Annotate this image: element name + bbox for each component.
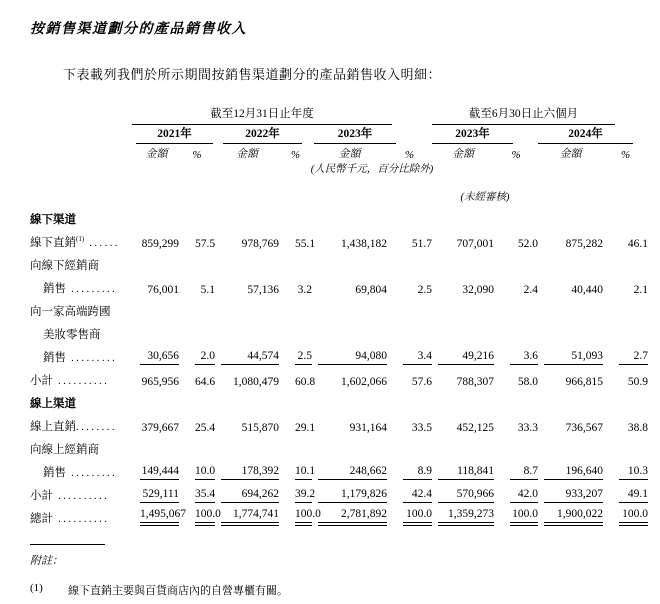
amount-cell [215, 342, 279, 365]
amount-cell [432, 457, 494, 480]
amount-value: 736,567 [565, 422, 604, 434]
amount-cell [312, 365, 387, 388]
empty-cells [134, 434, 648, 457]
percent-cell [603, 411, 648, 434]
row-label-text: 銷售 [43, 283, 66, 295]
percent-value: 100.0 [619, 508, 648, 526]
year-2021-header [134, 125, 215, 144]
amount-value: 788,307 [456, 376, 495, 388]
amount-value: 76,001 [147, 284, 179, 296]
percent-value: 58.0 [517, 376, 539, 388]
unaudited-note: (未經審核) [460, 192, 510, 203]
percent-header: % [511, 149, 521, 161]
amount-value: 859,299 [141, 238, 179, 250]
amount-cell [312, 411, 387, 434]
percent-value: 100.0 [295, 508, 312, 526]
amount-value: 707,001 [456, 238, 495, 250]
period-group-annual-label: 截至12月31日止年度 [132, 105, 392, 125]
percent-cell [279, 227, 316, 250]
amount-value: 32,090 [462, 284, 495, 296]
amount-value: 49,216 [438, 350, 494, 365]
percent-value: 64.6 [195, 376, 216, 388]
percent-value: 100.0 [195, 508, 215, 526]
amount-cell [538, 227, 603, 250]
percent-cell [279, 480, 316, 503]
row-label-text: 向線下經銷商 [30, 260, 99, 272]
amount-value: 1,495,067 [140, 508, 179, 526]
amount-cell [432, 411, 494, 434]
amount-value: 1,080,479 [233, 376, 279, 388]
percent-cell [279, 411, 316, 434]
percent-value: 33.5 [411, 422, 433, 434]
amount-cell [215, 273, 279, 296]
amount-cell [215, 365, 279, 388]
dot-leader: ......... [66, 353, 118, 364]
percent-cell [387, 503, 432, 526]
data-row [30, 411, 648, 434]
amount-value: 2,781,892 [318, 508, 387, 526]
percent-cell [179, 342, 215, 365]
percent-cell [603, 227, 648, 250]
label-continuation-row [30, 250, 648, 273]
amount-cell [538, 503, 603, 526]
percent-value: 10.0 [195, 465, 215, 480]
dot-leader: ......... [66, 284, 118, 295]
spacer-cell [30, 161, 134, 176]
amount-cell [538, 342, 603, 365]
percent-value: 60.8 [295, 376, 316, 388]
percent-cell [179, 411, 215, 434]
percent-value: 2.0 [195, 350, 215, 365]
amount-cell [432, 480, 494, 503]
spacer-cell [538, 176, 648, 204]
dot-leader: .......... [53, 514, 110, 525]
row-label-text: 線下渠道 [30, 214, 76, 226]
percent-value: 3.4 [403, 350, 432, 365]
spacer-cell [30, 125, 134, 144]
footnote-marker: (1) [30, 582, 43, 594]
percent-cell [387, 342, 432, 365]
amount-cell [215, 411, 279, 434]
amount-cell [215, 457, 279, 480]
interim-2024-label: 2024年 [538, 125, 633, 144]
amount-cell [432, 503, 494, 526]
spacer-cell [134, 176, 432, 204]
amount-header: 金額 [236, 148, 258, 160]
measure-row [30, 144, 648, 161]
footnote-item [30, 582, 660, 598]
amount-cell [538, 411, 603, 434]
percent-cell [494, 227, 538, 250]
year-2022-label: 2022年 [223, 125, 302, 144]
percent-value: 38.8 [627, 422, 649, 434]
label-continuation-row [30, 434, 648, 457]
amount-value: 149,444 [140, 465, 179, 480]
percent-value: 52.0 [517, 238, 539, 250]
percent-value: 51.7 [411, 238, 433, 250]
percent-value: 3.2 [297, 284, 312, 296]
amount-cell [134, 365, 179, 388]
revenue-by-channel-table [30, 103, 648, 526]
section-row [30, 204, 648, 227]
row-label [30, 388, 134, 411]
period-group-interim [432, 103, 648, 125]
unaudited-note-row [30, 176, 648, 204]
row-label [30, 319, 134, 342]
amount-value: 1,774,741 [221, 508, 279, 526]
label-continuation-row [30, 319, 648, 342]
footnotes-heading: 附註： [30, 555, 63, 567]
amount-value: 875,282 [565, 238, 604, 250]
percent-header: % [192, 149, 202, 161]
amount-header: 金額 [559, 148, 582, 160]
percent-cell [494, 457, 538, 480]
amount-cell [312, 480, 387, 503]
row-label [30, 480, 134, 503]
year-row [30, 125, 648, 144]
footnote-text: 線下直銷主要與百貨商店內的自營專櫃有關。 [68, 585, 288, 597]
spacer-cell [30, 144, 134, 161]
row-label [30, 457, 134, 480]
empty-cells [134, 319, 648, 342]
unaudited-note-cell [432, 176, 538, 204]
percent-value: 25.4 [195, 422, 216, 434]
percent-cell [603, 457, 648, 480]
percent-value: 35.4 [195, 488, 215, 503]
amount-value: 379,667 [141, 422, 179, 434]
amount-cell [312, 457, 387, 480]
percent-value: 29.1 [295, 422, 316, 434]
amount-value: 1,359,273 [438, 508, 494, 526]
row-label [30, 250, 134, 273]
percent-header: % [404, 149, 415, 161]
amount-value: 966,815 [565, 376, 604, 388]
percent-cell [494, 342, 538, 365]
amount-header: 金額 [452, 148, 475, 160]
row-label-text: 美妝零售商 [43, 329, 101, 341]
amount-value: 1,602,066 [341, 376, 387, 388]
amount-value: 529,111 [140, 488, 179, 503]
empty-cells [134, 296, 648, 319]
percent-value: 100.0 [403, 508, 432, 526]
percent-value: 2.7 [619, 350, 648, 365]
percent-cell [603, 342, 648, 365]
amount-value: 196,640 [544, 465, 603, 480]
percent-value: 2.4 [523, 284, 539, 296]
data-row [30, 273, 648, 296]
dot-leader: .......... [53, 491, 110, 502]
amount-cell [215, 480, 279, 503]
amount-value: 57,136 [247, 284, 279, 296]
percent-cell [279, 273, 312, 296]
amount-value: 40,440 [571, 284, 604, 296]
percent-cell [179, 457, 215, 480]
row-label-text: 銷售 [43, 352, 66, 364]
amount-value: 965,956 [141, 376, 179, 388]
table-header [30, 103, 648, 204]
amount-value: 1,438,182 [341, 238, 387, 250]
row-label [30, 273, 134, 296]
row-label-text: 線上渠道 [30, 398, 76, 410]
amount-value: 694,262 [221, 488, 279, 503]
year-2021-label: 2021年 [136, 125, 213, 144]
row-label-text: 線下直銷 [30, 237, 76, 249]
period-group-annual [134, 103, 432, 125]
row-label-text: 向一家高端跨國 [30, 306, 111, 318]
row-label-text: 向線上經銷商 [30, 444, 99, 456]
spacer-cell [30, 176, 134, 204]
empty-cells [134, 388, 648, 411]
dot-leader: ......... [66, 468, 118, 479]
percent-cell [179, 480, 215, 503]
amount-value: 178,392 [221, 465, 279, 480]
row-label-text: 小計 [30, 490, 53, 502]
year-2023-label: 2023年 [314, 125, 396, 144]
amount-value: 30,656 [140, 350, 179, 365]
amount-cell [538, 365, 603, 388]
spacer-cell [432, 161, 648, 176]
amount-value: 248,662 [318, 465, 387, 480]
percent-cell [603, 365, 648, 388]
row-label [30, 365, 134, 388]
row-label-text: 線上直銷 [30, 421, 76, 433]
percent-cell [387, 457, 432, 480]
percent-cell [279, 503, 321, 526]
intro-text: 下表載列我們於所示期間按銷售渠道劃分的產品銷售收入明細： [63, 67, 442, 82]
year-2022-header [215, 125, 312, 144]
percent-value: 50.9 [627, 376, 649, 388]
percent-value: 39.2 [295, 488, 312, 503]
amount-header: 金額 [338, 148, 361, 160]
amount-cell [215, 227, 279, 250]
data-row [30, 503, 648, 526]
amount-value: 1,900,022 [544, 508, 603, 526]
interim-2024-header [538, 125, 648, 144]
period-group-row [30, 103, 648, 125]
amount-value: 118,841 [438, 465, 494, 480]
percent-value: 5.1 [200, 284, 215, 296]
percent-value: 42.0 [510, 488, 538, 503]
percent-value: 2.5 [295, 350, 312, 365]
amount-cell [134, 411, 179, 434]
amount-value: 978,769 [241, 238, 279, 250]
amount-value: 515,870 [241, 422, 279, 434]
amount-value: 94,080 [318, 350, 387, 365]
data-row [30, 480, 648, 503]
amount-value: 933,207 [544, 488, 603, 503]
row-label-text: 小計 [30, 375, 53, 387]
page-title: 按銷售渠道劃分的產品銷售收入 [30, 22, 247, 37]
dot-leader: ........ [76, 422, 117, 433]
amount-cell [432, 273, 494, 296]
percent-cell [603, 503, 648, 526]
amount-value: 51,093 [544, 350, 603, 365]
amount-cell [312, 342, 387, 365]
data-row [30, 457, 648, 480]
percent-value: 8.9 [403, 465, 432, 480]
empty-cells [134, 250, 648, 273]
percent-cell [603, 480, 648, 503]
data-row [30, 227, 648, 250]
percent-value: 57.6 [411, 376, 433, 388]
percent-value: 100.0 [510, 508, 538, 526]
percent-value: 57.5 [195, 238, 216, 250]
amount-cell [134, 273, 179, 296]
amount-cell [312, 227, 387, 250]
row-label-text: 銷售 [43, 467, 66, 479]
percent-cell [387, 411, 432, 434]
amount-cell [312, 503, 387, 526]
percent-cell [387, 273, 432, 296]
row-label [30, 342, 134, 365]
amount-header: 金額 [145, 148, 168, 160]
spacer-cell [134, 161, 312, 176]
amount-cell [538, 273, 603, 296]
row-label [30, 411, 134, 434]
percent-value: 2.1 [633, 284, 649, 296]
amount-cell [134, 227, 179, 250]
row-label [30, 434, 134, 457]
percent-value: 42.4 [403, 488, 432, 503]
row-label-text: 總計 [30, 513, 53, 525]
percent-cell [279, 342, 312, 365]
spacer-cell [30, 103, 134, 125]
amount-value: 452,125 [456, 422, 495, 434]
footnote-divider [30, 544, 105, 545]
percent-value: 55.1 [295, 238, 316, 250]
amount-cell [432, 227, 494, 250]
dot-leader: .......... [53, 376, 110, 387]
amount-value: 44,574 [221, 350, 279, 365]
amount-cell [432, 342, 494, 365]
percent-cell [179, 227, 215, 250]
row-label [30, 204, 134, 227]
percent-cell [387, 227, 432, 250]
amount-cell [134, 342, 179, 365]
table-body [30, 204, 648, 526]
amount-cell [134, 457, 179, 480]
interim-2023-header [432, 125, 538, 144]
percent-cell [279, 457, 316, 480]
label-continuation-row [30, 296, 648, 319]
currency-note-cell [312, 161, 432, 176]
percent-header: % [290, 149, 301, 161]
section-row [30, 388, 648, 411]
row-label [30, 227, 134, 250]
amount-cell [312, 273, 387, 296]
percent-cell [494, 273, 538, 296]
percent-value: 33.3 [517, 422, 539, 434]
percent-value: 8.7 [510, 465, 538, 480]
amount-cell [538, 457, 603, 480]
percent-cell [494, 365, 538, 388]
amount-cell [432, 365, 494, 388]
percent-cell [494, 411, 538, 434]
percent-cell [494, 503, 538, 526]
currency-note: (人民幣千元，百分比除外) [310, 164, 434, 175]
percent-cell [279, 365, 316, 388]
interim-2023-label: 2023年 [432, 125, 513, 144]
amount-cell [134, 480, 179, 503]
empty-cells [134, 204, 648, 227]
percent-cell [494, 480, 538, 503]
percent-value: 49.1 [619, 488, 648, 503]
data-row [30, 365, 648, 388]
dot-leader: ...... [84, 238, 121, 249]
currency-note-row [30, 161, 648, 176]
row-label [30, 503, 134, 526]
amount-cell [134, 503, 186, 526]
footnote-ref: (1) [76, 235, 85, 244]
percent-value: 10.1 [295, 465, 312, 480]
row-label [30, 296, 134, 319]
amount-value: 1,179,826 [318, 488, 387, 503]
percent-cell [179, 365, 215, 388]
amount-value: 570,966 [438, 488, 494, 503]
percent-value: 46.1 [627, 238, 649, 250]
data-row [30, 342, 648, 365]
percent-header: % [620, 149, 631, 161]
percent-value: 3.6 [510, 350, 538, 365]
percent-cell [603, 273, 648, 296]
amount-cell [538, 480, 603, 503]
percent-value: 10.3 [619, 465, 648, 480]
year-2023-header [312, 125, 432, 144]
amount-cell [215, 503, 279, 526]
period-group-interim-label: 截至6月30日止六個月 [432, 105, 615, 125]
percent-cell [179, 273, 215, 296]
percent-value: 2.5 [417, 284, 433, 296]
amount-value: 931,164 [349, 422, 387, 434]
percent-cell [387, 480, 432, 503]
percent-cell [387, 365, 432, 388]
amount-value: 69,804 [355, 284, 387, 296]
